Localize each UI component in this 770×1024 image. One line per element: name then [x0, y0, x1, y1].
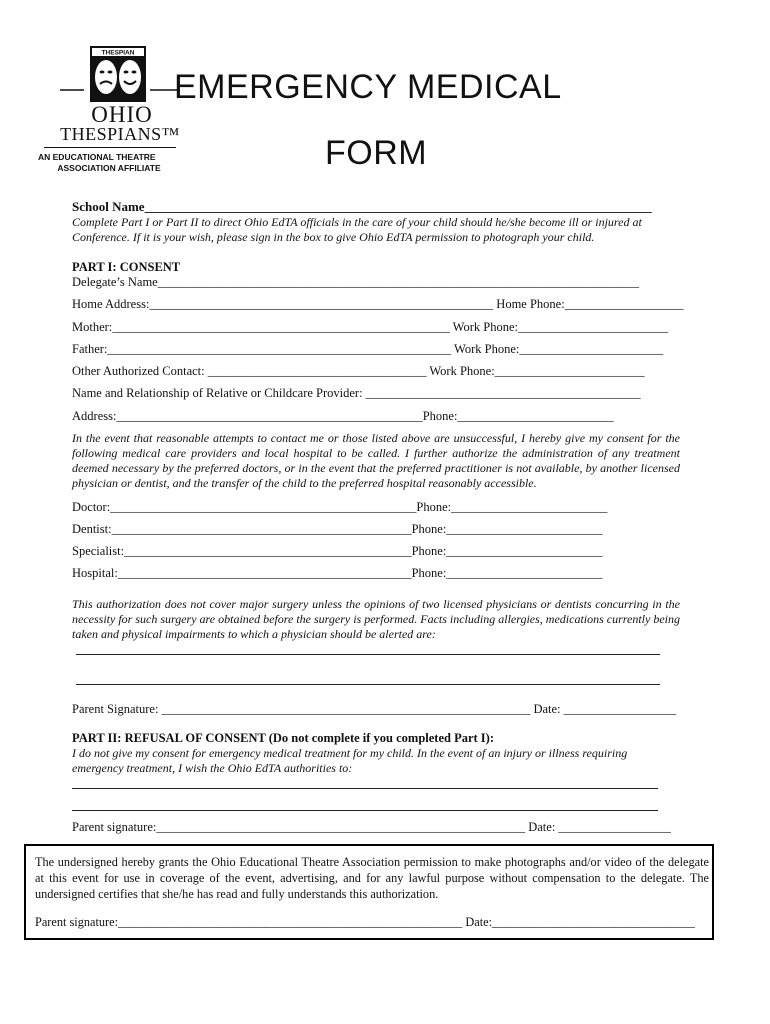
logo-tagline: ASSOCIATION AFFILIATE	[57, 163, 161, 173]
school-name-field[interactable]: School Name______________________________________________________________________________	[72, 199, 652, 214]
refusal-instructions-line[interactable]	[72, 810, 658, 811]
specialist-field[interactable]: Specialist:______________________________________________Phone:_________________________	[72, 544, 603, 558]
logo-divider	[44, 147, 176, 148]
parent-signature-field[interactable]: Parent Signature: ___________________________________________________________ Date: __________________	[72, 702, 677, 716]
mother-field[interactable]: Mother:______________________________________________________ Work Phone:________________________	[72, 320, 668, 334]
refusal-instructions-line[interactable]	[72, 788, 658, 789]
photo-consent-text: The undersigned hereby grants the Ohio Educational Theatre Association permission to make photographs and/or video of the delegate at this event for use in coverage of the event, advertising, and for any lawful purpose without compensation to the delegate. The undersigned certifies that she/he has read and fully understands this authorization.	[35, 855, 709, 901]
svg-text:THESPIAN: THESPIAN	[101, 49, 135, 57]
hospital-field[interactable]: Hospital:_______________________________________________Phone:_________________________	[72, 566, 603, 580]
home-address-field[interactable]: Home Address:_______________________________________________________ Home Phone:___________________	[72, 297, 684, 311]
delegates-name-field[interactable]: Delegate’s Name_____________________________________________________________________________	[72, 275, 639, 289]
photo-parent-signature-field[interactable]: Parent signature:________________________________________________________ Date:_________________________________	[35, 915, 695, 929]
other-contact-field[interactable]: Other Authorized Contact: ___________________________________ Work Phone:________________________	[72, 364, 645, 378]
address-field[interactable]: Address:_________________________________________________Phone:_________________________	[72, 409, 614, 423]
allergies-line[interactable]	[76, 654, 660, 655]
part2-heading: PART II: REFUSAL OF CONSENT (Do not complete if you completed Part I):	[72, 731, 494, 745]
consent-paragraph: In the event that reasonable attempts to contact me or those listed above are unsuccessful, I hereby give my consent for the following medical care providers and local hospital to be called. I further authorize the administration of any treatment deemed necessary by the preferred doctors, or in the event that the preferred practitioner is not available, by another licensed physician or dentist, and the transfer of the child to the preferred hospital reasonably accessible.	[72, 431, 680, 490]
form-title: FORM	[325, 134, 428, 172]
father-field[interactable]: Father:_______________________________________________________ Work Phone:_______________________	[72, 342, 664, 356]
instructions-text: Complete Part I or Part II to direct Ohio EdTA officials in the care of your child should he/she become ill or injured at Conference. If it is your wish, please sign in the box to give Ohio EdTA permission to photograph your child.	[72, 215, 642, 244]
form-title: EMERGENCY MEDICAL	[174, 68, 562, 106]
dentist-field[interactable]: Dentist:________________________________________________Phone:_________________________	[72, 522, 603, 536]
photo-consent-box	[24, 844, 714, 940]
refusal-text: I do not give my consent for emergency medical treatment for my child. In the event of an injury or illness requiring emergency treatment, I wish the Ohio EdTA authorities to:	[72, 746, 628, 775]
ohio-thespians-logo	[38, 44, 186, 176]
allergies-line[interactable]	[76, 684, 660, 685]
relative-field[interactable]: Name and Relationship of Relative or Childcare Provider: ____________________________________________	[72, 386, 641, 400]
thespian-masks-icon	[56, 44, 186, 104]
part1-heading: PART I: CONSENT	[72, 260, 181, 274]
logo-ohio-text: OHIO	[91, 102, 153, 127]
logo-tagline: AN EDUCATIONAL THEATRE	[38, 152, 156, 162]
parent-signature-field[interactable]: Parent signature:___________________________________________________________ Date: __________________	[72, 820, 671, 834]
logo-thespians-text: THESPIANS™	[60, 124, 180, 144]
doctor-field[interactable]: Doctor:_________________________________________________Phone:_________________________	[72, 500, 608, 514]
authorization-paragraph: This authorization does not cover major surgery unless the opinions of two licensed physicians or dentists concurring in the necessity for such surgery are obtained before the surgery is performed. Facts including allergies, medications currently being taken and physical impairments to which a physician should be alerted are:	[72, 597, 680, 641]
